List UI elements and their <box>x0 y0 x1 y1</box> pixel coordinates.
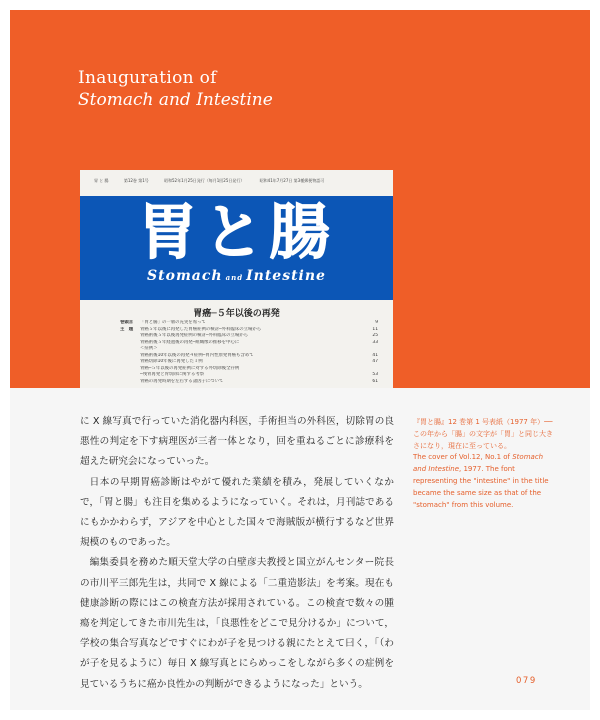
toc-text: 胃癌５年以後に再発した胃癌症例の検討─外科臨床の立場から <box>140 326 262 332</box>
page-number: 079 <box>516 676 537 686</box>
toc-page: 33 <box>372 339 378 345</box>
caption-english-suffix: , 1977. The font representing the "intestine" in the title became the same size as that of the "stomach" from this volume. <box>413 465 549 509</box>
toc-text: 胃癌術後10年以後の再発４症例─胃内性原発胃癌も含めて <box>140 352 254 358</box>
toc-text: 胃癌切除10年後に再発した１例 <box>140 359 203 364</box>
cover-top-item: 第12巻 第1号 <box>123 178 149 183</box>
toc-label <box>120 379 140 386</box>
cover-english-title <box>80 268 393 284</box>
toc-text: 「胃と腸」の一層の充実を希って <box>140 320 206 325</box>
header-banner <box>10 10 590 388</box>
cover-headline: 胃癌─５年以後の再発 <box>193 309 280 319</box>
toc-row <box>120 379 378 386</box>
toc-page: 11 <box>372 326 378 332</box>
toc-page: 41 <box>372 352 378 358</box>
cover-kanji-title: 胃と腸 <box>137 198 336 268</box>
page <box>10 10 590 710</box>
toc-text: 胃癌術後５年経過後の再発─組織像の推移を中心に <box>140 339 240 345</box>
body-paragraph: 編集委員を務めた順天堂大学の白壁彦夫教授と国立がんセンター院長の市川平三郎先生は，共同で X 線による「二重造影法」を考案。現在も健康診断の際にはこの検査方法が採用されている。この検査で数々の腫瘍を判定してきた市川先生は，「良悪性をどこで見分けるか」について，学校の集合写真などですぐにわが子を見つける親にたとえて曰く，「（わが子を見るように）毎日 X 線写真とにらめっこをしながら多くの症例を見ているうちに癌か良性かの判断ができるようになった」という。 <box>80 557 394 690</box>
cover-toc <box>120 320 378 385</box>
toc-text: 胃癌の再発時期を左右する諸因子について <box>140 378 224 384</box>
cover-top-item: 昭和41年7月27日 第3種郵便物認可 <box>259 178 325 183</box>
body-text <box>80 412 394 695</box>
body-paragraph: に X 線写真で行っていた消化器内科医，手術担当の外科医，切除胃の良悪性の判定を下す病理医が三者一体となり，回を重ねるごとに診療科を超えた研究会になっていった。 <box>80 416 394 468</box>
cover-english-and: and <box>225 273 244 282</box>
title-line-2: Stomach and Intestine <box>78 90 273 110</box>
toc-page: 61 <box>372 378 378 384</box>
cover-english-word: Intestine <box>246 268 326 284</box>
caption-journal-name: Stomach and Intestine <box>413 453 544 474</box>
cover-title-band <box>80 196 393 300</box>
toc-page: 53 <box>372 372 378 377</box>
cover-english-word: Stomach <box>147 268 223 284</box>
cover-top-line <box>80 178 393 190</box>
toc-page: 25 <box>372 333 378 338</box>
cover-caption <box>413 417 555 511</box>
cover-top-item: 胃 と 腸 <box>94 178 109 183</box>
cover-top-item: 昭和52年1月25日発行（毎月1回25日発行） <box>164 178 245 183</box>
toc-label: 主 題 <box>120 326 134 332</box>
toc-page: 47 <box>372 359 378 364</box>
toc-label: 巻頭言 <box>120 320 134 325</box>
toc-text: ＜症例＞ <box>140 346 158 351</box>
toc-text: 胃癌術後５年以後再発症例の検討─外科臨床の立場から <box>140 333 249 338</box>
body-paragraph: 日本の早期胃癌診断はやがて優れた業績を積み，発展していくなかで，「胃と腸」も注目を集めるようになっていく。それは，月刊誌であるにもかかわらず，アジアを中心とした国々で海賊版が横行するなど世界規模のものであった。 <box>80 476 394 549</box>
title-line-1: Inauguration of <box>78 68 217 88</box>
caption-english-prefix: The cover of Vol.12, No.1 of <box>413 453 513 462</box>
journal-cover-image <box>80 170 393 388</box>
toc-page: 9 <box>375 320 378 325</box>
toc-text: 胃癌─５年以後の再発症例に対する外切除後全存例 <box>140 365 240 371</box>
toc-text: ─残胃再発と胃切除に関する考察 <box>140 372 205 377</box>
caption-japanese: 『胃と腸』12 巻第 1 号表紙（1977 年）── この年から「腸」の文字が「胃」と同じ大きさになり，現在に至っている。 <box>413 418 553 450</box>
